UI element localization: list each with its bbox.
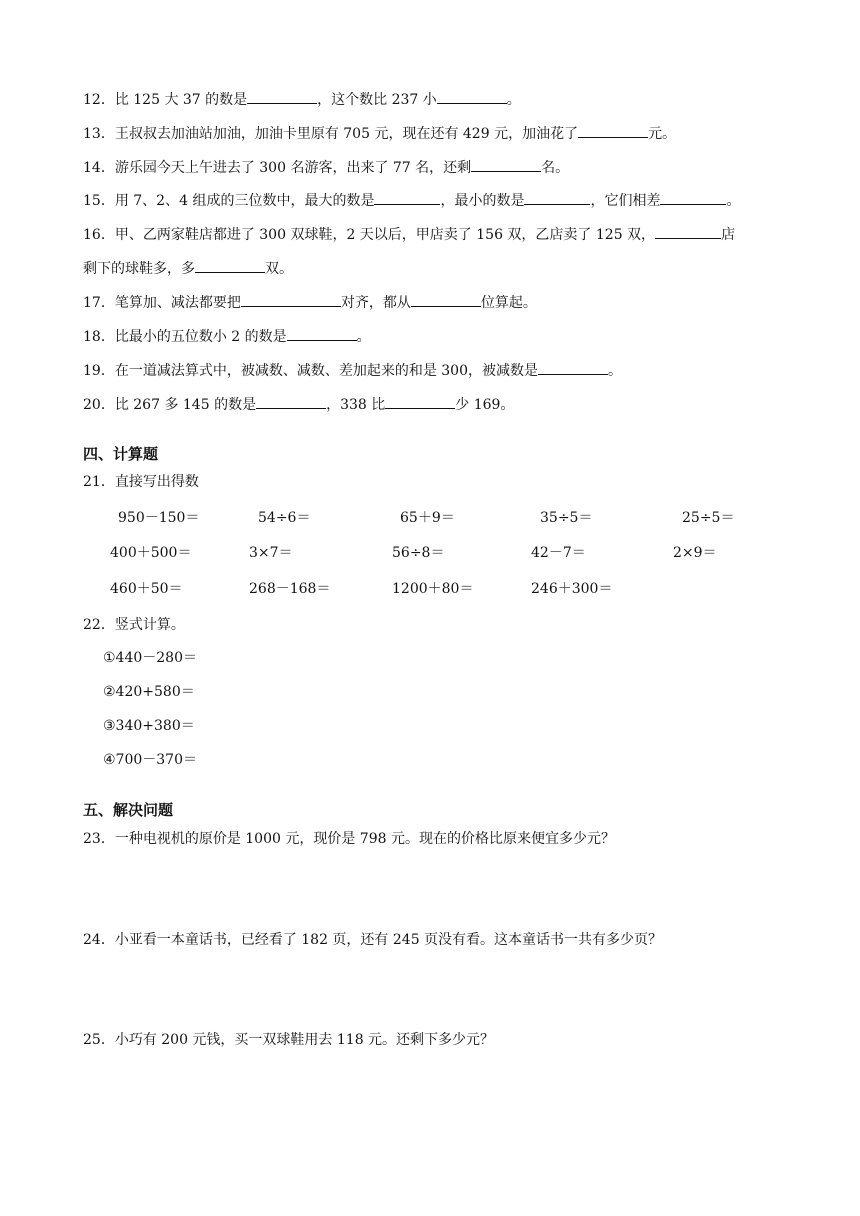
answer-blank[interactable] <box>247 89 317 104</box>
calc-item: 950－150＝ <box>118 510 200 526</box>
question-17: 17．笔算加、减法都要把 对齐，都从 位算起。 <box>83 292 537 313</box>
question-15: 15．用 7、2、4 组成的三位数中，最大的数是 ，最小的数是 ，它们相差 。 <box>83 190 740 211</box>
calc-item: 35÷5＝ <box>540 510 593 526</box>
answer-blank[interactable] <box>538 360 608 375</box>
vertical-calc-item: ②420+580＝ <box>103 684 195 700</box>
vertical-calc-item: ③340+380＝ <box>103 718 195 734</box>
answer-blank[interactable] <box>437 89 507 104</box>
question-23: 23．一种电视机的原价是 1000 元，现价是 798 元。现在的价格比原来便宜多少元？ <box>83 831 615 847</box>
question-16-cont: 剩下的球鞋多，多 双。 <box>83 258 293 279</box>
calc-item: 56÷8＝ <box>392 545 445 561</box>
answer-blank[interactable] <box>256 394 326 409</box>
section-heading-problem-solving: 五、解决问题 <box>83 801 174 819</box>
question-18: 18．比最小的五位数小 2 的数是 。 <box>83 326 371 347</box>
answer-blank[interactable] <box>385 394 455 409</box>
question-21: 21．直接写出得数 <box>83 474 199 490</box>
question-14: 14．游乐园今天上午进去了 300 名游客，出来了 77 名，还剩 名。 <box>83 157 569 178</box>
calc-item: 268－168＝ <box>249 581 331 597</box>
answer-blank[interactable] <box>524 190 590 205</box>
answer-blank[interactable] <box>287 326 357 341</box>
vertical-calc-item: ④700－370＝ <box>103 752 197 768</box>
calc-item: 400＋500＝ <box>110 545 192 561</box>
question-16: 16．甲、乙两家鞋店都进了 300 双球鞋，2 天以后，甲店卖了 156 双，乙店卖了 125 双， 店 <box>83 224 735 245</box>
calc-item: 42－7＝ <box>531 545 586 561</box>
question-13: 13．王叔叔去加油站加油，加油卡里原有 705 元，现在还有 429 元，加油花了 元。 <box>83 123 676 144</box>
calc-item: 65＋9＝ <box>400 510 455 526</box>
question-20: 20．比 267 多 145 的数是 ，338 比 少 169。 <box>83 394 514 415</box>
answer-blank[interactable] <box>374 190 440 205</box>
question-24: 24．小亚看一本童话书，已经看了 182 页，还有 245 页没有看。这本童话书一共有多少页？ <box>83 932 663 948</box>
answer-blank[interactable] <box>578 123 648 138</box>
section-heading-calculation: 四、计算题 <box>83 445 159 463</box>
calc-item: 54÷6＝ <box>258 510 311 526</box>
calc-item: 2×9＝ <box>673 545 717 561</box>
calc-item: 460＋50＝ <box>110 581 183 597</box>
answer-blank[interactable] <box>655 224 721 239</box>
calc-item: 246＋300＝ <box>531 581 613 597</box>
answer-blank[interactable] <box>241 292 341 307</box>
answer-blank[interactable] <box>411 292 481 307</box>
calc-item: 1200＋80＝ <box>392 581 474 597</box>
question-25: 25．小巧有 200 元钱，买一双球鞋用去 118 元。还剩下多少元？ <box>83 1032 495 1048</box>
answer-blank[interactable] <box>660 190 726 205</box>
answer-blank[interactable] <box>195 258 265 273</box>
calc-item: 3×7＝ <box>249 545 293 561</box>
question-22: 22．竖式计算。 <box>83 617 185 633</box>
answer-blank[interactable] <box>471 157 541 172</box>
question-19: 19．在一道减法算式中，被减数、减数、差加起来的和是 300，被减数是 。 <box>83 360 622 381</box>
calc-item: 25÷5＝ <box>682 510 735 526</box>
question-12: 12．比 125 大 37 的数是 ，这个数比 237 小 。 <box>83 89 521 110</box>
vertical-calc-item: ①440－280＝ <box>103 650 197 666</box>
